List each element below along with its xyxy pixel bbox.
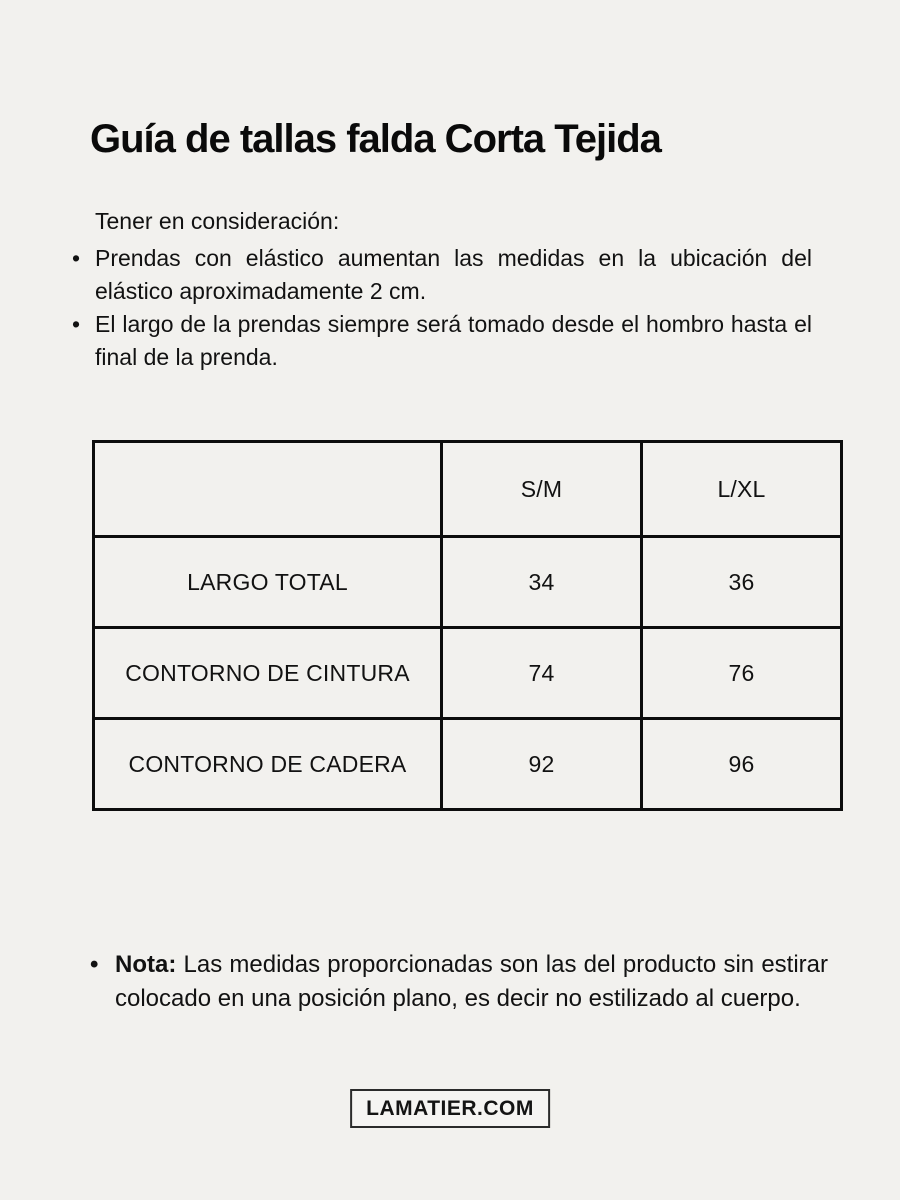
page-title: Guía de tallas falda Corta Tejida <box>90 117 661 161</box>
bullet-icon <box>90 948 115 982</box>
consideration-text: Prendas con elástico aumentan las medidas en la ubicación del elástico aproximadamente 2 cm. <box>95 245 812 304</box>
row-label: LARGO TOTAL <box>94 537 442 628</box>
table-header-empty <box>94 442 442 537</box>
cell-value: 92 <box>442 719 642 810</box>
row-label: CONTORNO DE CADERA <box>94 719 442 810</box>
consideration-text: El largo de la prendas siempre será tomado desde el hombro hasta el final de la prenda. <box>95 311 812 370</box>
table-row <box>94 537 842 628</box>
considerations-heading: Tener en consideración: <box>95 208 340 234</box>
cell-value: 34 <box>442 537 642 628</box>
note-text <box>115 948 828 1016</box>
list-item <box>72 242 812 308</box>
cell-value: 76 <box>642 628 842 719</box>
note-body: Las medidas proporcionadas son las del producto sin estirar colocado en una posición plano, es decir no estilizado al cuerpo. <box>115 951 828 1012</box>
table-row <box>94 628 842 719</box>
list-item <box>72 308 812 374</box>
table-header-lxl: L/XL <box>642 442 842 537</box>
note-label: Nota: <box>115 951 177 978</box>
table-row <box>94 719 842 810</box>
table-header-sm: S/M <box>442 442 642 537</box>
size-table <box>92 440 843 811</box>
bullet-icon <box>72 242 95 275</box>
bullet-icon <box>72 308 95 341</box>
cell-value: 96 <box>642 719 842 810</box>
row-label: CONTORNO DE CINTURA <box>94 628 442 719</box>
brand-badge: LAMATIER.COM <box>350 1089 550 1128</box>
cell-value: 36 <box>642 537 842 628</box>
considerations-section <box>72 205 812 374</box>
table-header-row <box>94 442 842 537</box>
cell-value: 74 <box>442 628 642 719</box>
note-section <box>90 948 828 1016</box>
